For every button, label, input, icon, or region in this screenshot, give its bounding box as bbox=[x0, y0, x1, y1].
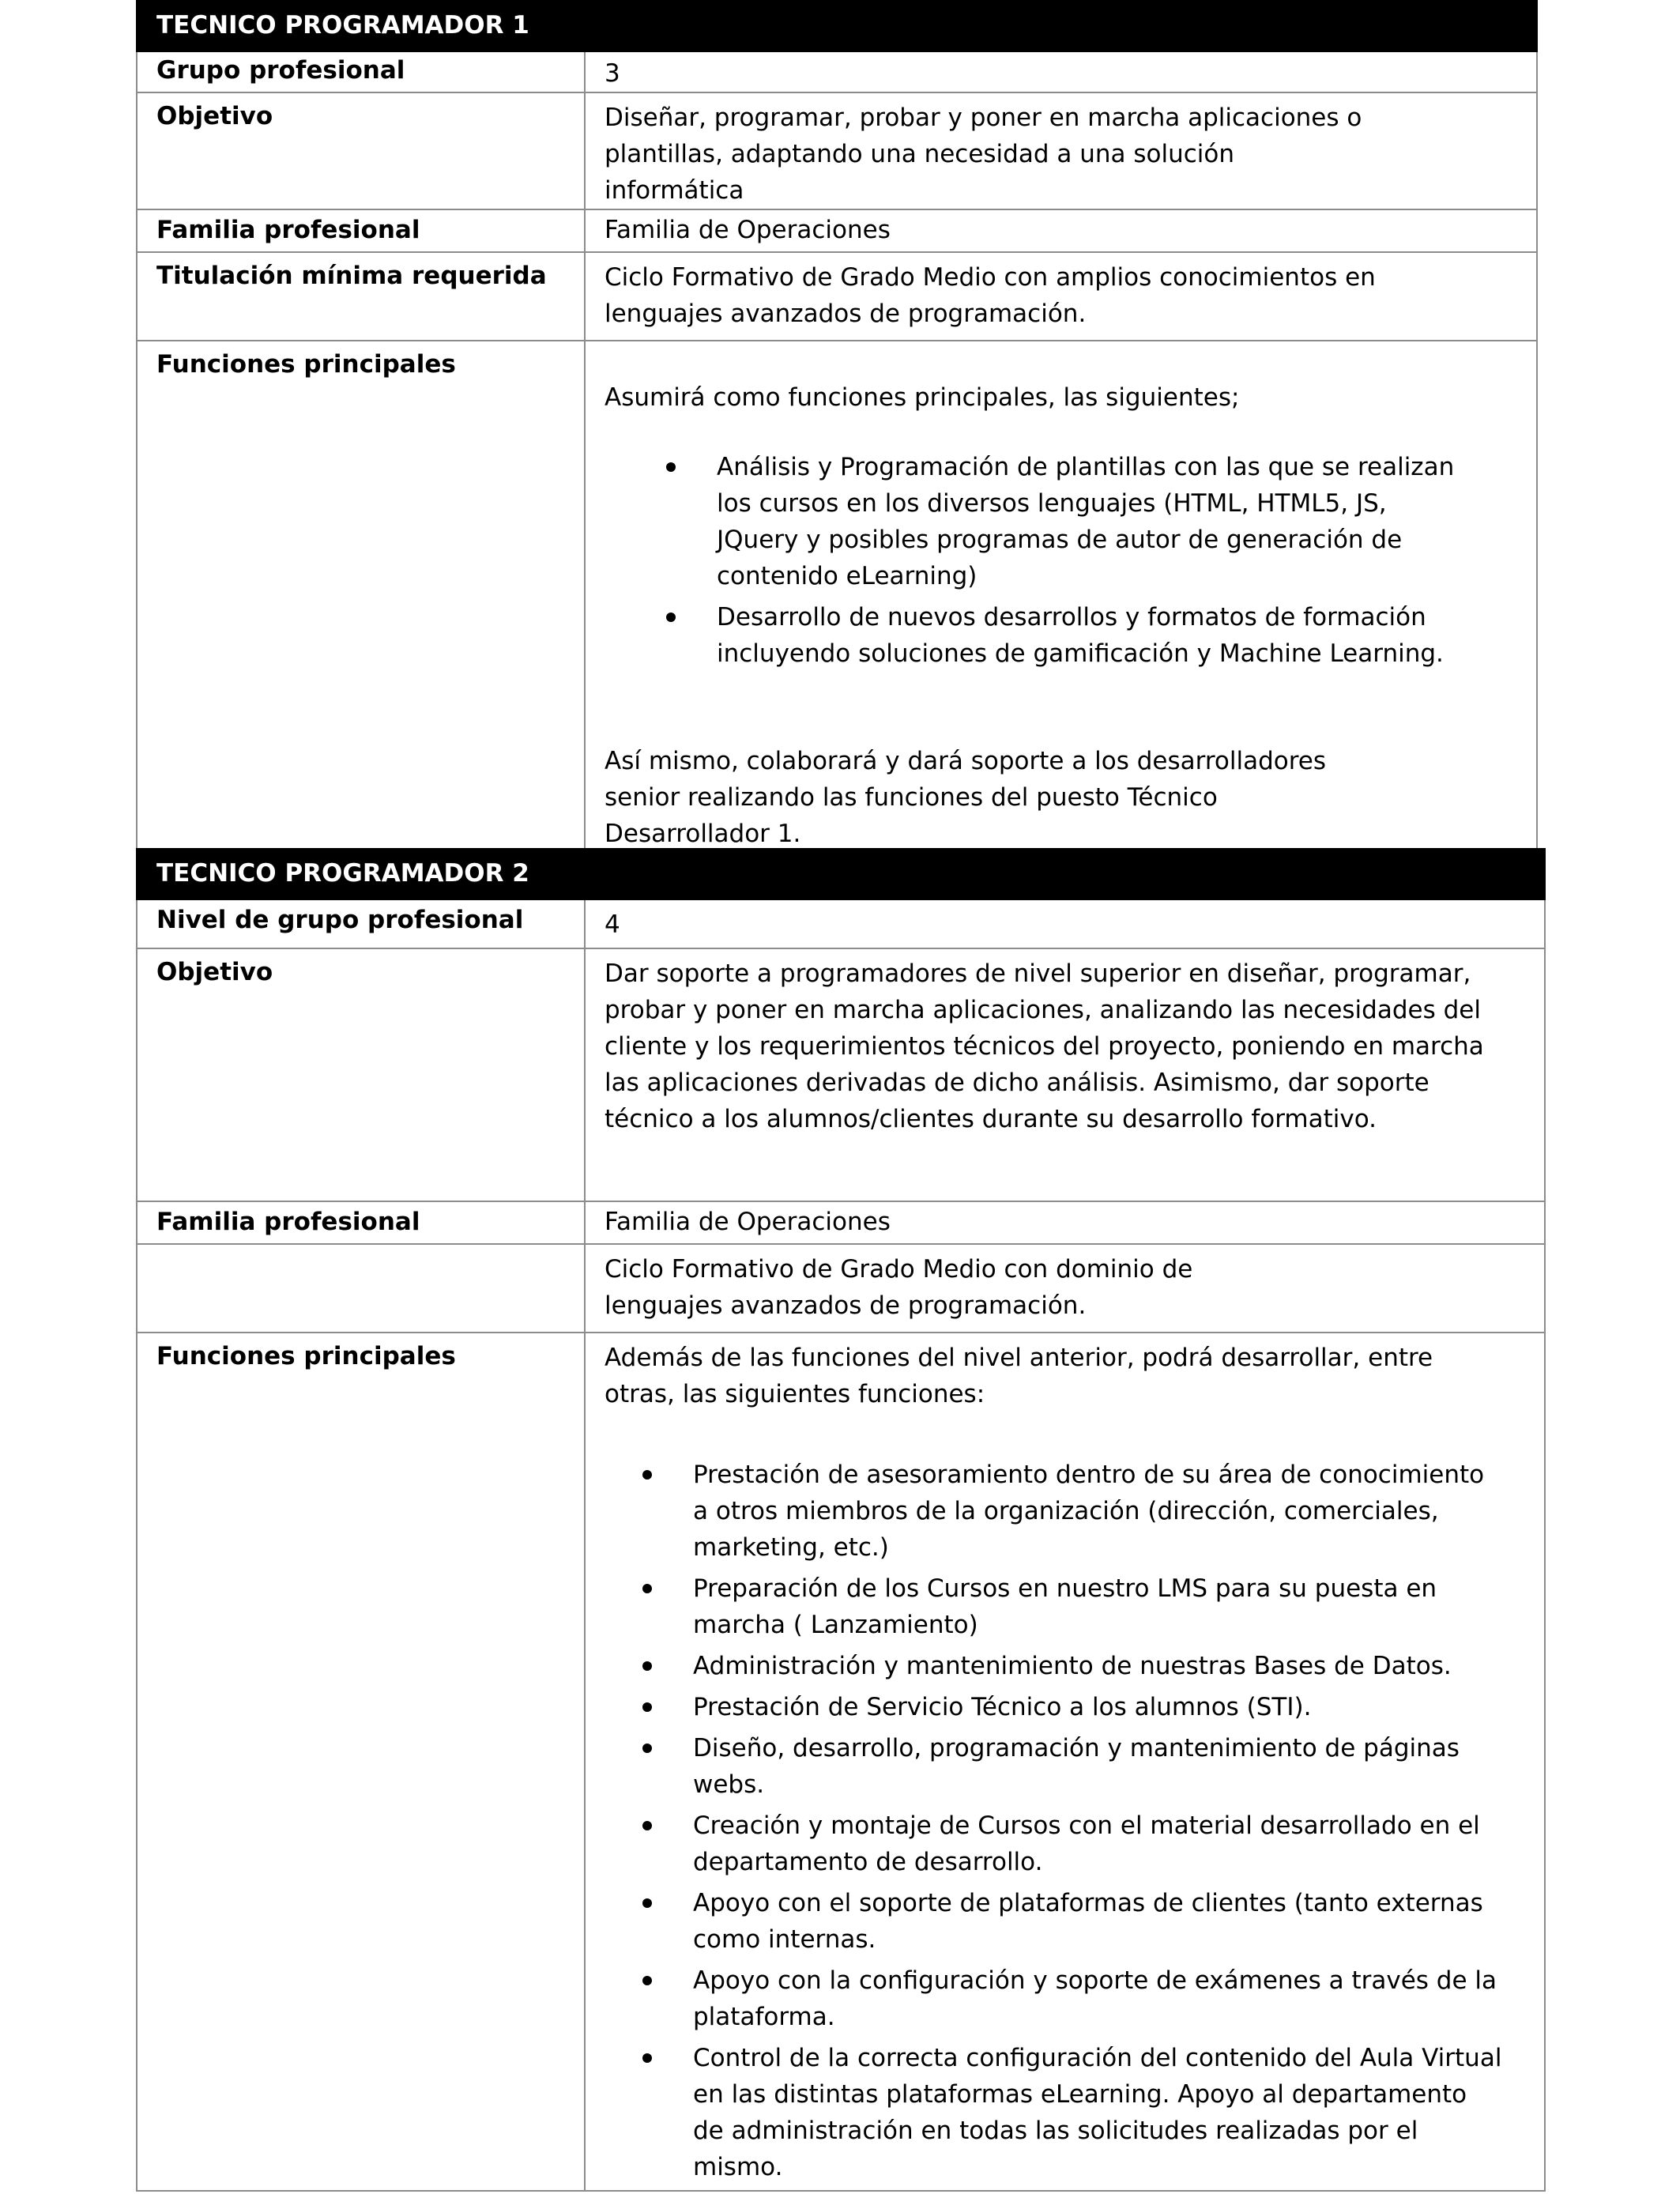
funciones-intro: Asumirá como funciones principales, las siguientes; bbox=[605, 383, 1240, 412]
funciones-list bbox=[605, 1457, 1505, 2185]
list-item: Control de la correcta configuración del contenido del Aula Virtual en las distintas plataformas eLearning. Apoyo al departamento de administración en todas las solicitudes realizadas por el mismo. bbox=[605, 2040, 1505, 2185]
row-value-titulacion: Ciclo Formativo de Grado Medio con amplios conocimientos en lenguajes avanzados de programación. bbox=[585, 252, 1537, 341]
row-value-funciones bbox=[585, 1333, 1545, 2191]
bullet-icon bbox=[642, 1470, 652, 1480]
funciones-outro: Así mismo, colaborará y dará soporte a los desarrolladores senior realizando las funciones del puesto Técnico Desarrollador 1. bbox=[605, 747, 1327, 848]
row-label-funciones: Funciones principales bbox=[137, 341, 585, 853]
bullet-icon bbox=[666, 462, 676, 472]
list-item: Creación y montaje de Cursos con el material desarrollado en el departamento de desarrollo. bbox=[605, 1808, 1505, 1880]
bullet-icon bbox=[642, 1821, 652, 1830]
row-label-nivel: Nivel de grupo profesional bbox=[137, 899, 585, 948]
bullet-icon bbox=[642, 1702, 652, 1712]
row-value-objetivo: Dar soporte a programadores de nivel superior en diseñar, programar, probar y poner en marcha aplicaciones, analizando las necesidades del cliente y los requerimientos técnicos del proyecto, poniendo en marcha las aplicaciones derivadas de dicho análisis. Asimismo, dar soporte técnico a los alumnos/clientes durante su desarrollo formativo. bbox=[585, 948, 1545, 1201]
row-label-titulacion: Titulación mínima requerida bbox=[137, 252, 585, 341]
row-value-grupo: 3 bbox=[585, 51, 1537, 92]
table-row bbox=[137, 341, 1537, 853]
list-item: Apoyo con la configuración y soporte de exámenes a través de la plataforma. bbox=[605, 1962, 1505, 2035]
row-value-familia: Familia de Operaciones bbox=[585, 209, 1537, 252]
funciones-list bbox=[605, 449, 1473, 672]
bullet-icon bbox=[642, 1584, 652, 1593]
list-item: Prestación de asesoramiento dentro de su área de conocimiento a otros miembros de la organización (dirección, comerciales, marketing, etc.) bbox=[605, 1457, 1505, 1566]
row-value-nivel: 4 bbox=[585, 899, 1545, 948]
row-value-familia: Familia de Operaciones bbox=[585, 1201, 1545, 1244]
bullet-icon bbox=[642, 1898, 652, 1908]
list-item: Desarrollo de nuevos desarrollos y formatos de formación incluyendo soluciones de gamificación y Machine Learning. bbox=[605, 599, 1473, 672]
row-value-objetivo: Diseñar, programar, probar y poner en marcha aplicaciones o plantillas, adaptando una necesidad a una solución informática bbox=[585, 92, 1537, 209]
table-row bbox=[137, 948, 1545, 1201]
bullet-icon bbox=[642, 1744, 652, 1753]
funciones-intro: Además de las funciones del nivel anterior, podrá desarrollar, entre otras, las siguientes funciones: bbox=[605, 1344, 1433, 1408]
list-item: Preparación de los Cursos en nuestro LMS para su puesta en marcha ( Lanzamiento) bbox=[605, 1570, 1505, 1643]
table-row bbox=[137, 92, 1537, 209]
table-row bbox=[137, 1333, 1545, 2191]
row-value-titulacion: Ciclo Formativo de Grado Medio con dominio de lenguajes avanzados de programación. bbox=[585, 1244, 1545, 1333]
row-label-funciones: Funciones principales bbox=[137, 1333, 585, 2191]
row-label-familia: Familia profesional bbox=[137, 209, 585, 252]
table-title: TECNICO PROGRAMADOR 2 bbox=[137, 849, 1545, 899]
row-label-objetivo: Objetivo bbox=[137, 948, 585, 1201]
row-label-familia: Familia profesional bbox=[137, 1201, 585, 1244]
table-row bbox=[137, 252, 1537, 341]
row-value-funciones bbox=[585, 341, 1537, 853]
bullet-icon bbox=[666, 613, 676, 622]
bullet-icon bbox=[642, 1661, 652, 1671]
row-label-titulacion bbox=[137, 1244, 585, 1333]
row-label-objetivo: Objetivo bbox=[137, 92, 585, 209]
list-item: Prestación de Servicio Técnico a los alumnos (STI). bbox=[605, 1689, 1505, 1725]
table-row bbox=[137, 51, 1537, 92]
job-table-programador-1 bbox=[136, 0, 1538, 854]
list-item: Análisis y Programación de plantillas con las que se realizan los cursos en los diversos lenguajes (HTML, HTML5, JS, JQuery y posibles programas de autor de generación de contenido eLearning) bbox=[605, 449, 1473, 594]
table-row bbox=[137, 899, 1545, 948]
list-item: Diseño, desarrollo, programación y mantenimiento de páginas webs. bbox=[605, 1730, 1505, 1803]
table-row bbox=[137, 1201, 1545, 1244]
bullet-icon bbox=[642, 1976, 652, 1985]
row-label-grupo: Grupo profesional bbox=[137, 51, 585, 92]
list-item: Administración y mantenimiento de nuestras Bases de Datos. bbox=[605, 1648, 1505, 1684]
table-header-row bbox=[137, 849, 1545, 899]
table-title: TECNICO PROGRAMADOR 1 bbox=[137, 1, 1537, 51]
table-row bbox=[137, 1244, 1545, 1333]
table-row bbox=[137, 209, 1537, 252]
job-table-programador-2 bbox=[136, 848, 1546, 2192]
table-header-row bbox=[137, 1, 1537, 51]
bullet-icon bbox=[642, 2053, 652, 2063]
list-item: Apoyo con el soporte de plataformas de clientes (tanto externas como internas. bbox=[605, 1885, 1505, 1958]
